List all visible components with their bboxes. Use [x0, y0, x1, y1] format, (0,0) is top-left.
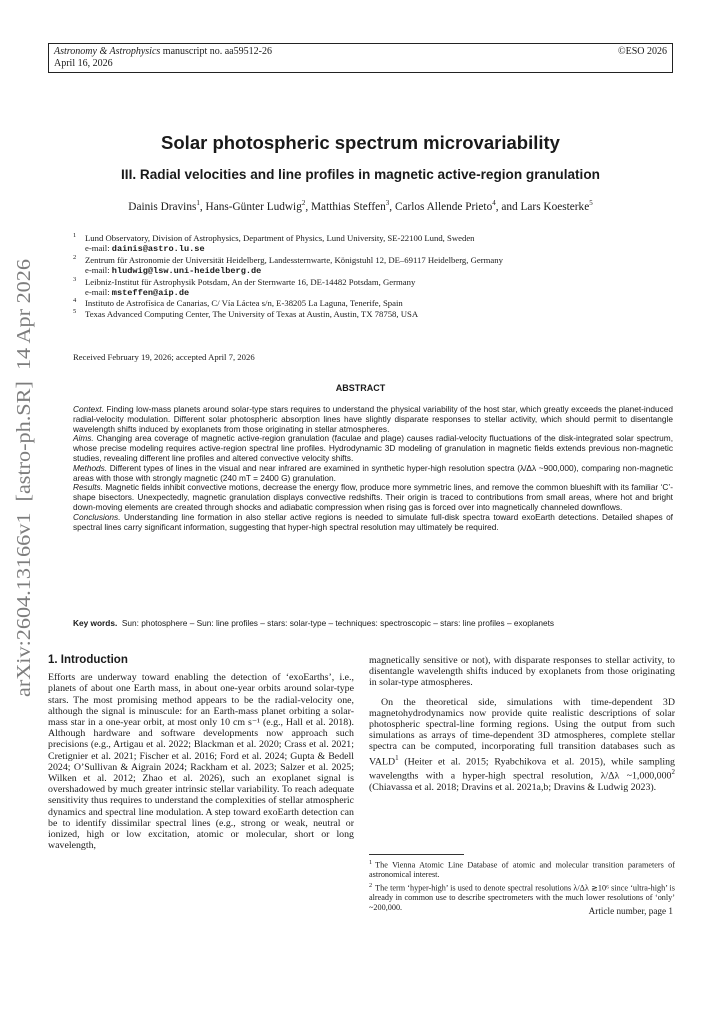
intro-paragraph-2 — [369, 697, 675, 793]
abstract-text: Different types of lines in the visual and near infrared are examined in synthetic hyper-high resolution spectra (λ/Δλ ~900,000), comparing non-magnetic areas with those with strongly magnetic (240 mT = 2400 G) granulation. — [73, 462, 673, 483]
footnote-number: 2 — [369, 881, 373, 889]
affiliation-number: 1 — [73, 232, 77, 239]
abstract-label: Aims. — [73, 433, 94, 444]
section-heading: 1. Introduction — [48, 654, 128, 666]
author: Hans-Günter Ludwig — [205, 200, 302, 213]
abstract-aims — [73, 434, 673, 463]
abstract-heading: ABSTRACT — [335, 383, 386, 393]
author-separator: , — [305, 200, 312, 213]
footnote-divider — [369, 854, 464, 855]
abstract-results — [73, 483, 673, 512]
paragraph-text: (Heiter et al. 2015; Ryabchikova et al. 2015), while sampling wavelengths with a hyper-high spectral resolution, λ/Δλ ~1,000,000 — [369, 755, 675, 782]
abstract-text: Magnetic fields inhibit convective motions, decrease the energy flow, produce more symmetric lines, and remove the common blueshift with its familiar ‘C’-shape bisectors. Unexpectedly, magnetic granulation displays convective redshifts. Their origin is traced to contributions from small areas, where hot and bright down-moving elements are created through shocks and adiabatic compression when rising gas is forced over into magnetically channeled downflows. — [73, 482, 673, 512]
footnote-marker[interactable]: 2 — [671, 768, 675, 777]
author-separator: , and — [495, 200, 521, 213]
arxiv-stamp-svg — [4, 255, 40, 700]
author: Lars Koesterke — [520, 200, 590, 213]
footnote-marker[interactable]: 1 — [395, 753, 399, 762]
author-separator: , — [199, 200, 206, 213]
affiliation-number: 3 — [73, 275, 77, 283]
manuscript-line — [54, 46, 667, 58]
intro-paragraph-continued: magnetically sensitive or not), with disparate responses to stellar activity, to disentangle wavelength shifts induced by exoplanets from those originating in solar-type atmospheres. — [369, 655, 675, 689]
author: Dainis Dravins — [128, 200, 197, 213]
copyright: ©ESO 2026 — [618, 46, 667, 57]
affiliations — [73, 233, 673, 319]
paper-subtitle: III. Radial velocities and line profiles in magnetic active-region granulation — [121, 167, 600, 182]
author-separator: , — [389, 200, 395, 213]
page-number: Article number, page 1 — [588, 906, 673, 916]
author-affil-mark: 1 — [196, 199, 200, 207]
abstract-text: Understanding line formation in also stellar active regions is needed to simulate full-disk spectra toward exoEarth detections. Detailed shapes of spectral lines carry significant information, suggesting that hyper-high spectral resolution may ultimately be required. — [73, 511, 673, 532]
abstract-conclusions — [73, 513, 673, 533]
author-affil-mark: 5 — [589, 199, 593, 207]
running-header — [48, 43, 673, 73]
paragraph-text: On the theoretical side, simulations with time-dependent 3D magnetohydrodynamics now provide quite realistic descriptions of solar photospheric spectral-line forming regions. Using the output from such simulations as arrays of time-dependent 3D atmospheres, complete stellar spectra can be computed, incorporating full transition databases such as VALD — [369, 696, 675, 767]
received-dates: Received February 19, 2026; accepted April 7, 2026 — [73, 352, 255, 362]
affiliation-text: Texas Advanced Computing Center, The University of Texas at Austin, Austin, TX 78758, USA — [85, 308, 419, 319]
affiliation-number: 4 — [73, 297, 77, 305]
abstract-text: Changing area coverage of magnetic active-region granulation (faculae and plage) causes radial-velocity fluctuations of the disk-integrated solar spectrum, whose precise modeling requires active-region spectral line profiles. Hydrodynamic 3D modeling of granulation in magnetic fields extends previous non-magnetic studies, revealing different line profiles and altered convective velocity shifts. — [73, 433, 673, 463]
affiliation-text: Instituto de Astrofísica de Canarias, C/ Vía Láctea s/n, E-38205 La Laguna, Tenerife, Spain — [85, 298, 403, 309]
affiliation-text: Zentrum für Astronomie der Universität Heidelberg, Landessternwarte, Königstuhl 12, DE–69117 Heidelberg, Germany — [85, 254, 503, 265]
arxiv-stamp — [4, 255, 40, 700]
header-date: April 16, 2026 — [54, 58, 113, 69]
abstract — [73, 405, 673, 532]
email-label: e-mail: — [85, 287, 112, 298]
column-right — [369, 655, 675, 793]
author: Matthias Steffen — [311, 200, 386, 213]
arxiv-identifier: arXiv:2604.13166v1 [astro-ph.SR] 14 Apr 2026 — [14, 312, 35, 697]
email-label: e-mail: — [85, 265, 112, 276]
abstract-text: Finding low-mass planets around solar-type stars requires to understand the physical variability of the host star, which greatly exceeds the planet-induced radial-velocity modulation. Different solar photospheric absorption lines have slightly disparate responses to stellar activity, which should permit to disentangle wavelength shifts induced by exoplanets from those originating in stellar atmospheres. — [73, 404, 673, 434]
column-left — [48, 655, 354, 851]
email-link[interactable]: hludwig@lsw.uni-heidelberg.de — [111, 266, 262, 277]
footnote-text: The Vienna Atomic Line Database of atomic and molecular transition parameters of astronomical interest. — [369, 860, 675, 880]
abstract-methods — [73, 464, 673, 484]
author: Carlos Allende Prieto — [394, 200, 493, 213]
email-link[interactable]: msteffen@aip.de — [111, 288, 190, 299]
author-affil-mark: 4 — [492, 199, 496, 207]
abstract-label: Results. — [73, 482, 103, 493]
keywords — [73, 618, 673, 628]
author-affil-mark: 3 — [385, 199, 390, 207]
affiliation — [73, 309, 673, 319]
affiliation-number: 2 — [73, 253, 77, 261]
affiliation — [73, 233, 673, 255]
author-affil-mark: 2 — [301, 199, 306, 207]
affiliation-number: 5 — [73, 307, 77, 315]
footnote-text: The term ‘hyper-high’ is used to denote spectral resolutions λ/Δλ ≳10⁶ since ‘ultra-high’ is already in common use to describe spectrometers with the much lower resolutions of ‘only’ ~200,000. — [369, 883, 675, 912]
paragraph-text: (Chiavassa et al. 2018; Dravins et al. 2021a,b; Dravins & Ludwig 2023). — [369, 781, 657, 793]
manuscript-number: manuscript no. aa59512-26 — [162, 46, 272, 57]
abstract-context — [73, 405, 673, 434]
affiliation-text: Lund Observatory, Division of Astrophysics, Department of Physics, Lund University, SE-22100 Lund, Sweden — [85, 233, 475, 243]
email-label: e-mail: — [85, 243, 112, 254]
affiliation — [73, 277, 673, 299]
intro-paragraph: Efforts are underway toward enabling the detection of ‘exoEarths’, i.e., planets of about one Earth mass, in about one-year orbits around solar-type stars. The most promising method appears to be the radial-velocity one, although the signal is minuscule: for an Earth-mass planet orbiting a solar-mass star in a one-year orbit, at most only 10 cm s⁻¹ (e.g., Hall et al. 2018). Although hardware and software developments now approach such precisions (e.g., Artigau et al. 2022; Blackman et al. 2020; Crass et al. 2021; Cretignier et al. 2021; Fischer et al. 2016; Ford et al. 2024; Gupta & Bedell 2024; O’Sullivan & Aigrain 2024; Rackham et al. 2023; Salzer et al. 2025; Wilken et al. 2012; Zhao et al. 2026), such an exoplanet signal is overshadowed by much greater intrinsic stellar variability. To reach adequate sensitivity thus requires to understand the complexities of stellar atmospheric dynamics and spectral line modulation. A step toward exoEarth detection can be to identify dissimilar spectral lines (e.g., strong or weak, neutral or ionized, high or low excitation, atomic or molecular, short or long wavelength, — [48, 672, 354, 852]
keywords-label: Key words. — [73, 618, 118, 628]
affiliation — [73, 298, 673, 308]
affiliation — [73, 255, 673, 277]
journal-name: Astronomy & Astrophysics — [54, 46, 161, 57]
footnote-number: 1 — [369, 859, 373, 866]
abstract-label: Methods. — [73, 462, 108, 473]
abstract-label: Conclusions. — [73, 511, 121, 522]
keywords-text: Sun: photosphere – Sun: line profiles – stars: solar-type – techniques: spectroscopic – stars: line profiles – exoplanets — [121, 618, 555, 628]
email-link[interactable]: dainis@astro.lu.se — [111, 244, 205, 255]
abstract-label: Context. — [73, 404, 104, 414]
paper-title: Solar photospheric spectrum microvariability — [161, 132, 560, 153]
affiliation-text: Leibniz-Institut für Astrophysik Potsdam, An der Sternwarte 16, DE-14482 Potsdam, Germany — [85, 276, 416, 287]
author-list — [48, 199, 673, 213]
footnote — [369, 858, 675, 880]
